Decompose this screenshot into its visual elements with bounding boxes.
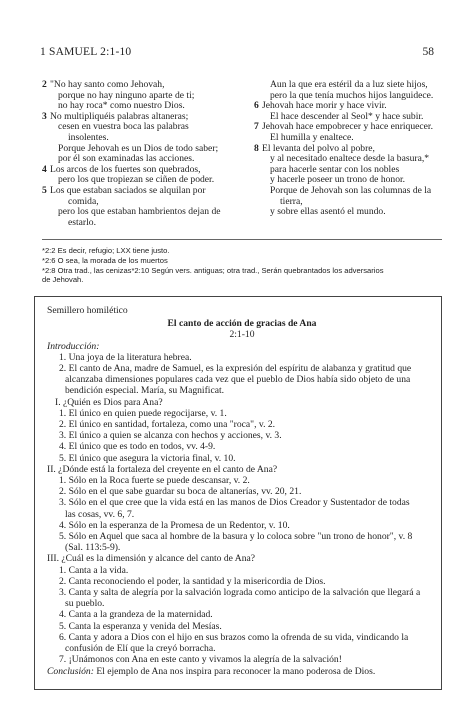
verse-text: y sobre ellas asentó el mundo. [270,206,386,218]
outline-line: 3. Sólo en el que cree que la vida está en las manos de Dios Creador y Sustentador de todas [59,497,410,509]
verse-text: insolentes. [68,131,109,143]
verse-line [42,186,242,197]
verse-number: 6 [254,100,259,112]
conclusion [47,666,437,677]
verse-text: estarlo. [68,216,96,228]
outline-line: 5. Sólo en Aquel que saca al hombre de la basura y lo coloca sobre "un trono de honor", v. 8 [59,531,413,543]
footnote: de Jehovah. [42,275,84,285]
verse-text: pero los que tropiezan se ciñen de poder. [58,174,215,186]
outline-line: su pueblo. [65,598,105,610]
verse-text: pero los que estaban hambrientos dejan de [58,206,221,218]
verse-text: cesen en vuestra boca las palabras [58,121,189,133]
verse-text: y al necesitado enaltece desde la basura,* [270,153,430,165]
outline-line: 5. Canta la esperanza y venida del Mesías. [59,620,222,632]
outline-line: 1. Canta a la vida. [59,564,129,576]
verse-text: no hay roca* como nuestro Dios. [58,100,185,112]
outline-line: (Sal. 113:5-9). [65,542,121,554]
verse-number: 5 [42,184,47,196]
verse-number: 7 [254,121,259,133]
verse-number: 8 [254,142,259,154]
verse-text: pero la que tenía muchos hijos languidece. [270,89,434,101]
homiletic-box [34,296,442,690]
footnote: *2:2 Es decir, refugio; LXX tiene justo. [42,246,170,255]
intro-label: Introducción: [47,340,100,352]
outline-line: 2. El único en santidad, fortaleza, como una "roca", v. 2. [59,419,276,431]
verse-text: Los que estaban saciados se alquilan por [50,184,206,196]
outline-line: 1. Sólo en la Roca fuerte se puede descansar, v. 2. [59,475,250,487]
outline-line: las cosas, vv. 6, 7. [65,508,135,520]
outline-line: 2. Sólo en el que sabe guardar su boca de altanerías, vv. 20, 21. [59,486,302,498]
box-title: El canto de acción de gracias de Ana [167,318,317,330]
verse-line [254,207,450,218]
verse-line [254,80,450,91]
verse-text: Porque de Jehovah son las columnas de la [270,184,432,196]
verse-text: comida, [68,195,99,207]
verse-text: Aun la que era estéril da a luz siete hijos, [270,79,428,90]
footnote: *2:6 O sea, la morada de los muertos [42,255,168,265]
outline-line: 5. El único que asegura la victoria final, v. 10. [59,452,236,464]
box-label: Semillero homilético [47,305,128,316]
outline-line: 6. Canta y adora a Dios con el hijo en sus brazos como la ofrenda de su vida, vindicando la [59,631,409,643]
verse-text: tierra, [280,195,303,207]
footnotes [42,246,452,285]
verse-text: para hacerle sentar con los nobles [270,163,400,175]
outline-line: 3. El único a quien se alcanza con hechos y acciones, v. 3. [59,430,282,442]
verse-line [42,80,242,91]
verse-line [42,133,242,144]
verse-text: El levanta del polvo al pobre, [262,142,375,154]
conclusion-text: El ejemplo de Ana nos inspira para reconocer la mano poderosa de Dios. [96,665,376,677]
verse-text: "No hay santo como Jehovah, [50,79,165,90]
verse-line [254,186,450,197]
footnote: *2:8 Otra trad., las cenizas*2:10 Según vers. antiguas; otra trad., Serán quebrantados los adversarios [42,265,384,275]
verse-number: 2 [42,79,47,90]
outline-line: bendición especial. María, su Magnificat. [65,385,225,397]
outline-line: 4. Sólo en la esperanza de la Promesa de un Redentor, v. 10. [59,519,290,531]
conclusion-label: Conclusión: [47,665,94,677]
running-header: 1 SAMUEL 2:1-10 [40,46,132,58]
outline-line: 1. El único en quien puede regocijarse, v. 1. [59,407,227,419]
outline-line: 3. Canta y salta de alegría por la salvación lograda como anticipo de la salvación que llegará a [59,587,421,599]
verse-text: Los arcos de los fuertes son quebrados, [50,163,201,175]
verse-text: El humilla y enaltece. [270,131,354,143]
outline-line: 2. Canta reconociendo el poder, la santidad y la misericordia de Dios. [59,575,326,587]
outline-line: alcanzaba dimensiones populares cada vez que el pueblo de Dios había sido objeto de una [65,374,411,386]
verse-text: y hacerle poseer un trono de honor. [270,174,406,186]
outline-line: 4. Canta a la grandeza de la maternidad. [59,609,213,621]
page-number: 58 [422,46,434,58]
outline-line: III. ¿Cuál es la dimensión y alcance del canto de Ana? [47,553,256,565]
verse-text: porque no hay ninguno aparte de ti; [58,89,195,101]
outline-line: confusión de Elí que la creyó borracha. [65,643,216,655]
outline-line: I. ¿Quién es Dios para Ana? [55,396,163,408]
outline-line: 2. El canto de Ana, madre de Samuel, es la expresión del espíritu de alabanza y gratitud que [59,363,412,375]
verse-text: No multipliquéis palabras altaneras; [50,110,189,122]
verse-text: Jehovah hace empobrecer y hace enriquecer. [262,121,433,133]
verse-text: Porque Jehovah es un Dios de todo saber; [58,142,219,154]
verse-number: 4 [42,163,47,175]
outline-line: II. ¿Dónde está la fortaleza del creyente en el canto de Ana? [47,463,278,475]
scripture-column-right [254,80,450,218]
verse-number: 3 [42,110,47,122]
outline-line: 7. ¡Unámonos con Ana en este canto y vivamos la alegría de la salvación! [59,654,342,666]
box-reference: 2:1-10 [229,329,255,341]
outline-line: 1. Una joya de la literatura hebrea. [59,351,192,363]
verse-line [42,218,242,229]
verse-text: por él son examinadas las acciones. [58,153,195,165]
sermon-outline [47,352,437,666]
scripture-column-left [42,80,242,228]
verse-text: El hace descender al Seol* y hace subir. [270,110,424,122]
footnote-divider [42,239,442,240]
outline-line: 4. El único que es todo en todos, vv. 4-9. [59,441,216,453]
verse-text: Jehovah hace morir y hace vivir. [262,100,387,112]
